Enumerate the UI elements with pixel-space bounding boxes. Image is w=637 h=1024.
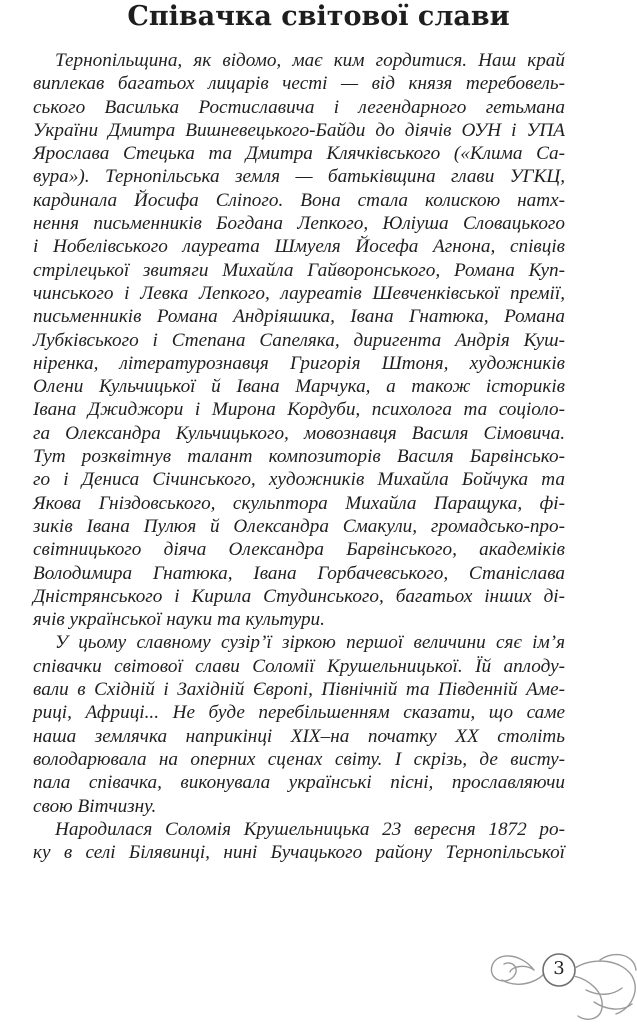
text-line: виплекав багатьох лицарів честі — від князя теребовель- (33, 73, 565, 95)
paragraph-2 (33, 631, 565, 817)
paragraph-3 (33, 818, 565, 865)
text-line: го і Дениса Січинського, художників Михайла Бойчука та (33, 469, 565, 491)
text-line: Тут розквітнув талант композиторів Василя Барвінсько- (33, 446, 565, 468)
text-line: стрілецької звитяги Михайла Гайворонського, Романа Куп- (33, 259, 565, 281)
text-line: ку в селі Білявинці, нині Бучацького району Тернопільської (33, 842, 565, 864)
text-line: зиків Івана Пулюя й Олександра Смакули, громадсько-про- (33, 515, 565, 537)
text-line: вали в Східній і Західній Європі, Північній та Південній Аме- (33, 679, 565, 701)
text-line: письменників Романа Андріяшика, Івана Гнатюка, Романа (33, 306, 565, 328)
text-line: ячів української науки та культури. (33, 609, 325, 631)
text-line: наша землячка наприкінці XIX–на початку XX століть (33, 725, 565, 747)
text-line: співачки світової слави Соломії Крушельницької. Їй аплоду- (33, 655, 565, 677)
paragraph-1 (33, 49, 565, 631)
text-line: Ярослава Стецька та Дмитра Клячківського («Клима Са- (33, 143, 565, 165)
text-line: У цьому славному сузір’ї зіркою першої величини сяє ім’я (55, 632, 565, 654)
text-line: Народилася Соломія Крушельницька 23 вересня 1872 ро- (55, 818, 565, 840)
page-title: Співачка світової слави (127, 1, 510, 32)
text-line: Лубківського і Степана Сапеляка, диригента Андрія Куш- (33, 329, 565, 351)
text-line: Володимира Гнатюка, Івана Горбачевського, Станіслава (33, 562, 565, 584)
text-line: кардинала Йосифа Сліпого. Вона стала колискою натх- (33, 189, 565, 211)
text-line: володарювала на оперних сценах світу. І скрізь, де висту- (33, 748, 565, 770)
text-line: Якова Гніздовського, скульптора Михайла Паращука, фі- (33, 492, 565, 514)
body-text (33, 49, 565, 864)
text-line: Івана Джиджори і Мирона Кордуби, психолога та соціоло- (33, 399, 565, 421)
text-line: чинського і Левка Лепкого, лауреатів Шевченківської премії, (33, 282, 565, 304)
text-line: риці, Африці... Не буде перебільшенням сказати, що саме (33, 702, 565, 724)
text-line: га Олександра Кульчицького, мовознавця Василя Сімовича. (33, 422, 565, 444)
text-line: України Дмитра Вишневецького-Байди до діячів ОУН і УПА (33, 119, 565, 141)
text-line: світницького діяча Олександра Барвінського, академіків (33, 539, 565, 561)
text-line: вура»). Тернопільська земля — батьківщина глави УГКЦ, (33, 166, 565, 188)
text-line: свою Вітчизну. (33, 795, 157, 817)
text-line: нення письменників Богдана Лепкого, Юліуша Словацького (33, 213, 565, 235)
page-number: 3 (553, 958, 565, 979)
text-line: ського Василька Ростиславича і легендарного гетьмана (33, 96, 565, 118)
text-line: і Нобелівського лауреата Шмуеля Йосефа Агнона, співців (33, 236, 565, 258)
text-line: пала співачка, виконувала українські пісні, прославляючи (33, 772, 565, 794)
text-line: Олени Кульчицької й Івана Марчука, а також істориків (33, 376, 565, 398)
text-line: ніренка, літературознавця Григорія Штоня, художників (33, 352, 565, 374)
text-line: Дністрянського і Кирила Студинського, багатьох інших ді- (33, 585, 565, 607)
text-line: Тернопільщина, як відомо, має ким гордитися. Наш край (55, 50, 565, 71)
